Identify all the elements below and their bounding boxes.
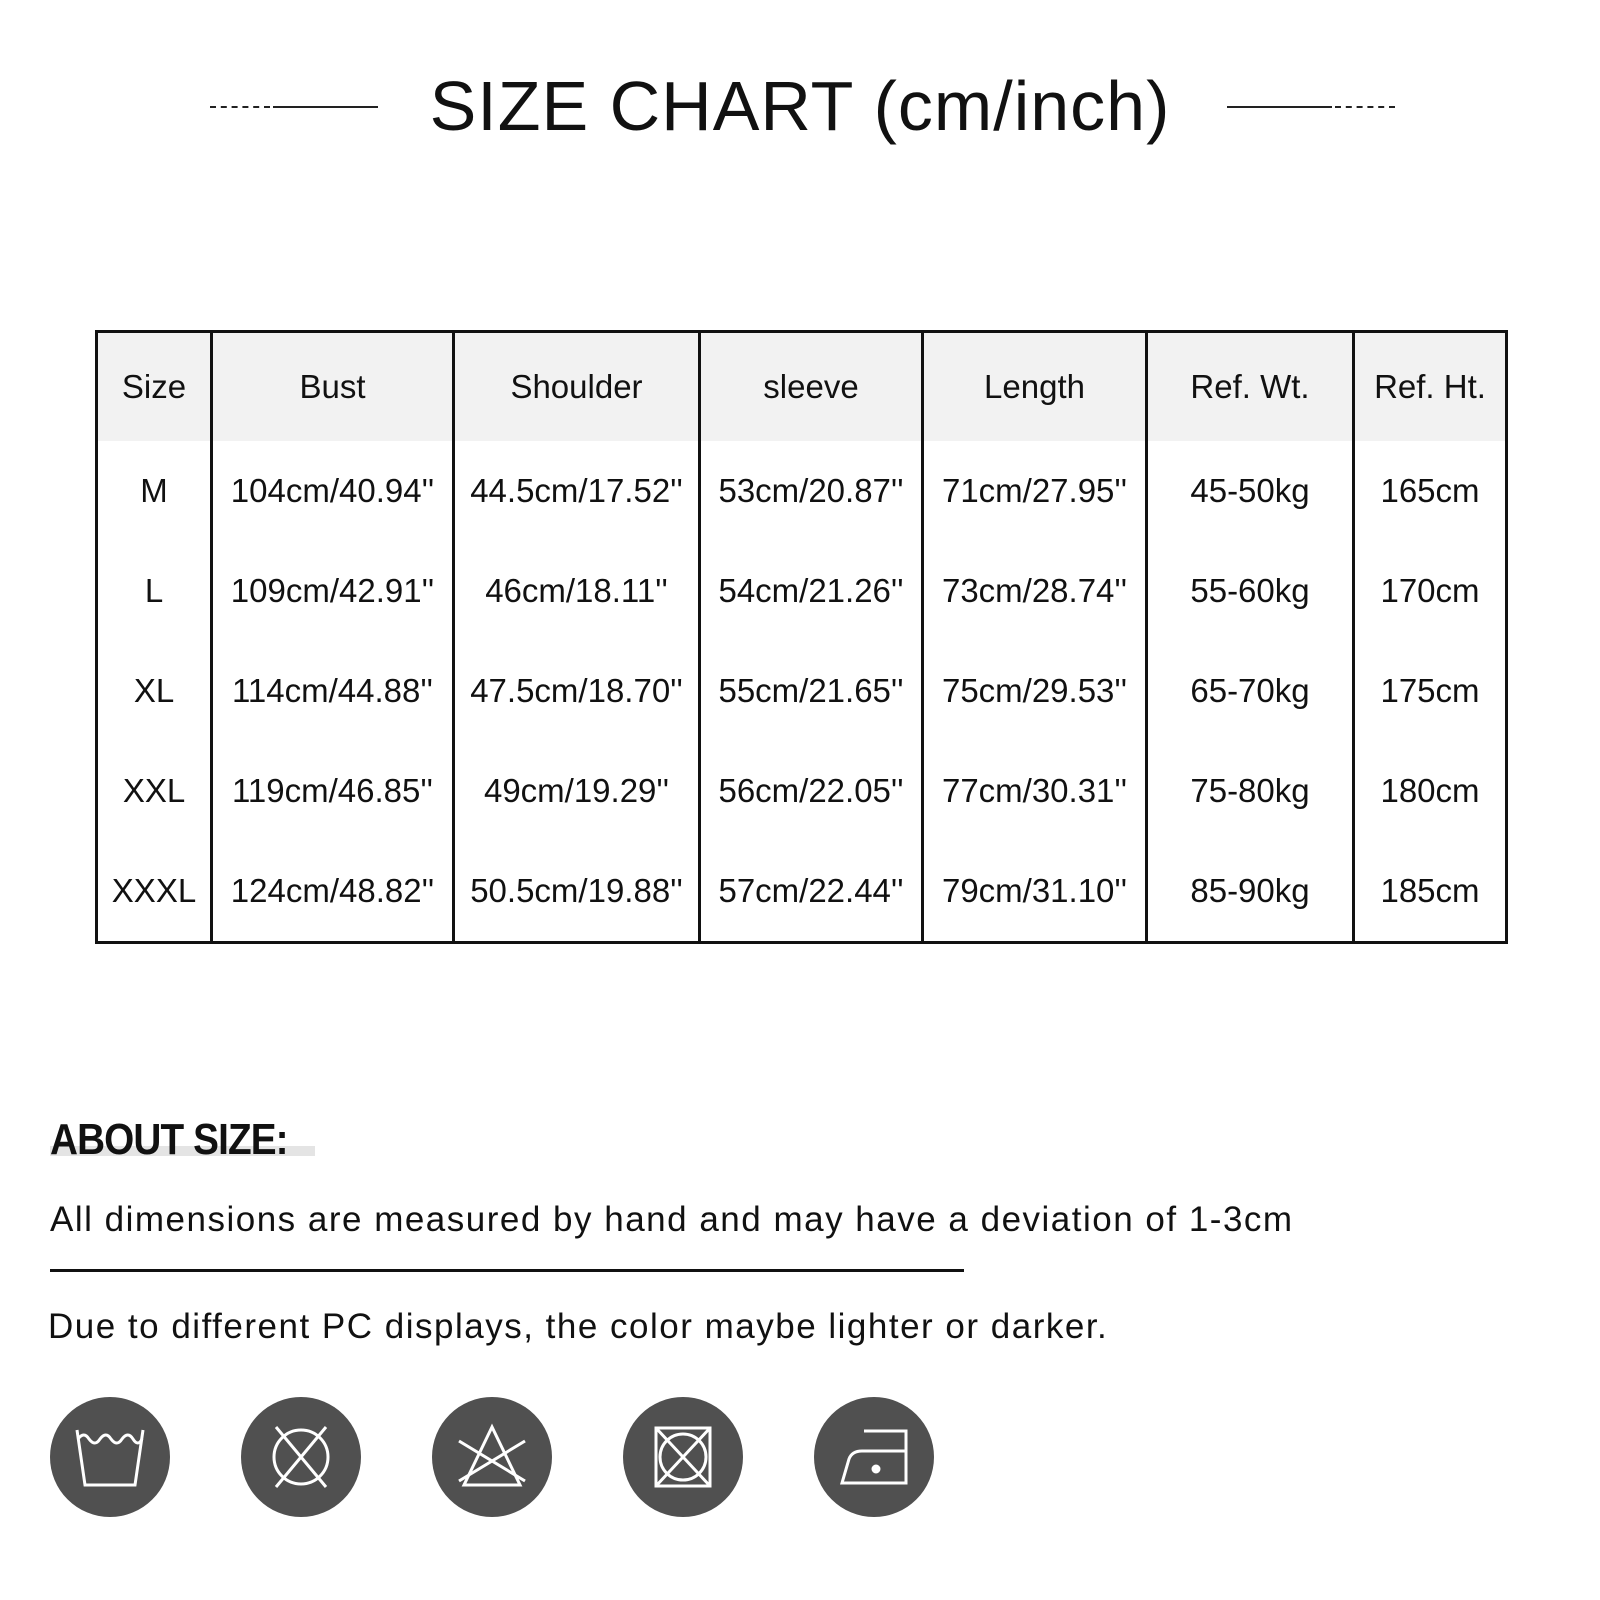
cell-sleeve: 56cm/22.05'' [700, 741, 923, 841]
cell-bust: 124cm/48.82'' [212, 841, 454, 943]
cell-sleeve: 57cm/22.44'' [700, 841, 923, 943]
do-not-tumble-dry-icon [623, 1397, 743, 1517]
cell-shoulder: 49cm/19.29'' [454, 741, 700, 841]
cell-ref-ht: 170cm [1354, 541, 1507, 641]
table-row [97, 441, 1507, 541]
cell-ref-ht: 165cm [1354, 441, 1507, 541]
cell-ref-wt: 75-80kg [1147, 741, 1354, 841]
header-size: Size [97, 332, 212, 442]
cell-shoulder: 46cm/18.11'' [454, 541, 700, 641]
cell-length: 77cm/30.31'' [923, 741, 1147, 841]
do-not-dry-clean-icon [241, 1397, 361, 1517]
cell-ref-wt: 65-70kg [1147, 641, 1354, 741]
cell-shoulder: 50.5cm/19.88'' [454, 841, 700, 943]
cell-ref-ht: 175cm [1354, 641, 1507, 741]
cell-length: 73cm/28.74'' [923, 541, 1147, 641]
table-row [97, 741, 1507, 841]
cell-bust: 104cm/40.94'' [212, 441, 454, 541]
table-row [97, 641, 1507, 741]
cell-ref-wt: 85-90kg [1147, 841, 1354, 943]
table-row [97, 541, 1507, 641]
header-shoulder: Shoulder [454, 332, 700, 442]
cell-ref-wt: 45-50kg [1147, 441, 1354, 541]
header-ref-ht: Ref. Ht. [1354, 332, 1507, 442]
table-row [97, 841, 1507, 943]
cell-sleeve: 55cm/21.65'' [700, 641, 923, 741]
cell-length: 75cm/29.53'' [923, 641, 1147, 741]
cell-bust: 119cm/46.85'' [212, 741, 454, 841]
hand-wash-icon [50, 1397, 170, 1517]
header-sleeve: sleeve [700, 332, 923, 442]
cell-shoulder: 47.5cm/18.70'' [454, 641, 700, 741]
cell-size: XL [97, 641, 212, 741]
divider [50, 1269, 964, 1272]
header-bust: Bust [212, 332, 454, 442]
size-table [95, 330, 1508, 944]
cell-size: XXXL [97, 841, 212, 943]
iron-low-heat-icon [814, 1397, 934, 1517]
cell-length: 71cm/27.95'' [923, 441, 1147, 541]
do-not-bleach-icon [432, 1397, 552, 1517]
measurement-note: All dimensions are measured by hand and may have a deviation of 1-3cm [50, 1200, 1294, 1239]
cell-sleeve: 54cm/21.26'' [700, 541, 923, 641]
table-header-row [97, 332, 1507, 442]
cell-size: L [97, 541, 212, 641]
cell-ref-wt: 55-60kg [1147, 541, 1354, 641]
header-length: Length [923, 332, 1147, 442]
page-title: SIZE CHART (cm/inch) [429, 67, 1171, 145]
about-size-heading: ABOUT SIZE: [50, 1115, 288, 1164]
cell-bust: 109cm/42.91'' [212, 541, 454, 641]
color-note: Due to different PC displays, the color maybe lighter or darker. [48, 1307, 1109, 1346]
cell-ref-ht: 180cm [1354, 741, 1507, 841]
cell-ref-ht: 185cm [1354, 841, 1507, 943]
cell-bust: 114cm/44.88'' [212, 641, 454, 741]
header-ref-wt: Ref. Wt. [1147, 332, 1354, 442]
cell-shoulder: 44.5cm/17.52'' [454, 441, 700, 541]
cell-length: 79cm/31.10'' [923, 841, 1147, 943]
cell-size: XXL [97, 741, 212, 841]
cell-sleeve: 53cm/20.87'' [700, 441, 923, 541]
cell-size: M [97, 441, 212, 541]
